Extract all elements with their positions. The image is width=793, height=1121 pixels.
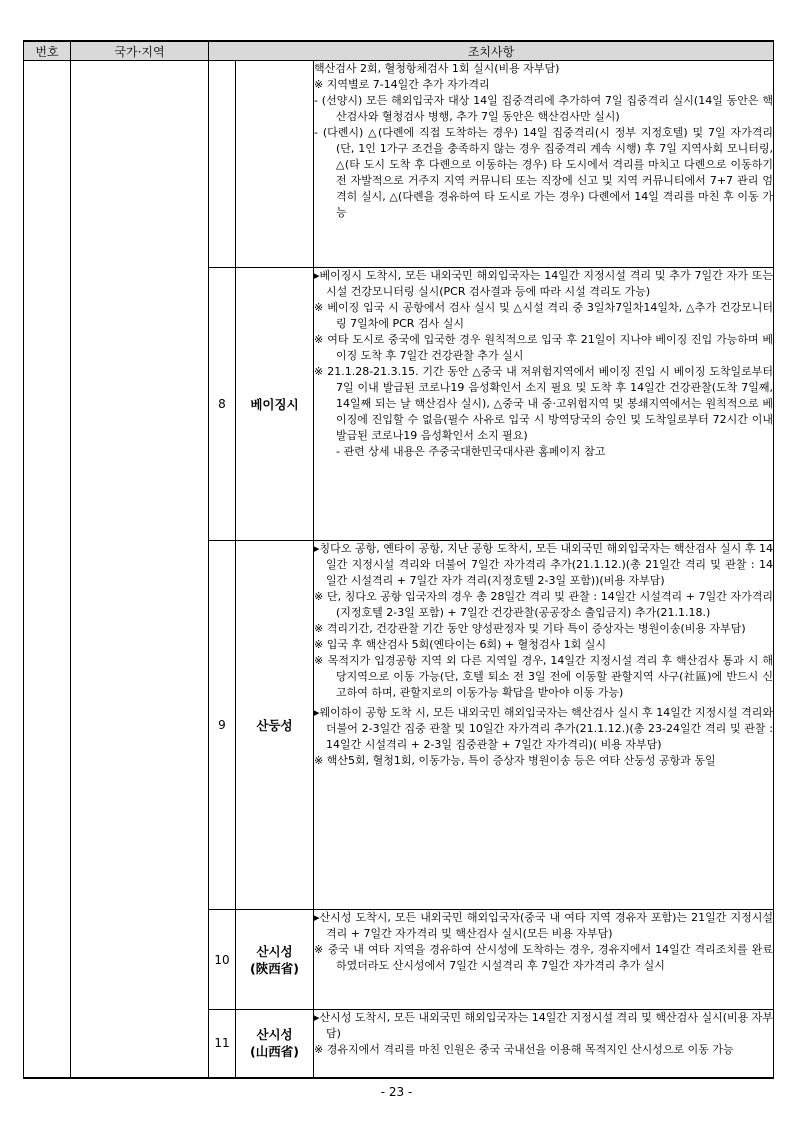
content-line: - (선양시) 모든 해외입국자 대상 14일 집중격리에 추가하여 7일 집중격리 실시(14일 동안은 핵산검사와 혈청검사 병행, 추가 7일 동안은 핵산검사만 실시) [314, 94, 773, 123]
row-region: 산둥성 [236, 541, 314, 910]
content-line: ※ 21.1.28-21.3.15. 기간 동안 △중국 내 저위험지역에서 베이징 진입 시 베이징 도착일로부터 7일 이내 발급된 코로나19 음성확인서 소지 필요 및 도착 후 14일간 건강관찰(도착 7일째, 14일째 되는 날 핵산검사 실시), △중국 내 중·고위험지역 및 봉쇄지역에서는 원칙적으로 베이징에 진입할 수 없음(필수 사유로 입국 시 방역당국의 승인 및 도착일로부터 72시간 이내 발급된 코로나19 음성확인서 소지 필요) [314, 365, 773, 442]
content-line: ※ 경유지에서 격리를 마친 인원은 중국 국내선을 이용해 목적지인 산시성으로 이동 가능 [314, 1043, 734, 1056]
content-line: 핵산검사 2회, 혈청항체검사 1회 실시(비용 자부담) [314, 62, 560, 75]
content-line: ▸산시성 도착시, 모든 내외국민 해외입국자는 14일간 지정시설 격리 및 핵산검사 실시(비용 자부담) [314, 1011, 773, 1040]
table-header-row [24, 41, 774, 61]
page-number: - 23 - [380, 1085, 413, 1099]
row-content [314, 541, 774, 910]
content-line: ※ 목적지가 입경공항 지역 외 다른 지역일 경우, 14일간 지정시설 격리 후 핵산검사 통과 시 해당지역으로 이동 가능(단, 호텔 퇴소 전 3일 전에 이동할 관할지역 사구(社區)에 반드시 신고하여 하며, 관할지로의 이동가능 확답을 받아야 이동 가능) [314, 654, 773, 699]
content-line: ※ 핵산5회, 혈청1회, 이동가능, 특이 증상자 병원이송 등은 여타 산둥성 공항과 동일 [314, 754, 716, 767]
region-subname: (山西省) [250, 1044, 299, 1060]
content-line: ※ 여타 도시로 중국에 입국한 경우 원칙적으로 입국 후 21일이 지나야 베이징 진입 가능하며 베이징 도착 후 7일간 건강관찰 추가 실시 [314, 333, 773, 362]
row-num: 8 [209, 268, 236, 541]
content-line: ※ 격리기간, 건강관찰 기간 동안 양성판정자 및 기타 특이 증상자는 병원이송(비용 자부담) [314, 622, 746, 635]
row-content [314, 61, 774, 268]
row-region: 베이징시 [236, 268, 314, 541]
row-content [314, 1010, 774, 1078]
row-content [314, 268, 774, 541]
outer-country-cell [71, 61, 209, 1078]
content-line: ▸웨이하이 공항 도착 시, 모든 내외국민 해외입국자는 핵산검사 실시 후 14일간 지정시설 격리와 더불어 2-3일간 집중 관찰 및 10일간 자가격리 추가(21.1.12.)(총 23-24일간 격리 및 관찰 : 14일간 시설격리 + 2-3일 집중관찰 + 7일간 자가격리)( 비용 자부담) [314, 706, 773, 751]
row-region [236, 1010, 314, 1078]
row-num: 11 [209, 1010, 236, 1078]
content-line: ※ 단, 칭다오 공항 입국자의 경우 총 28일간 격리 및 관찰 : 14일간 시설격리 + 7일간 자가격리(지정호텔 2-3일 포함) + 7일간 건강관찰(공공장소 출입금지) 추가(21.1.18.) [314, 590, 773, 619]
content-line: ※ 베이징 입국 시 공항에서 검사 실시 및 △시설 격리 중 3일차7일차14일차, △추가 건강모니터링 7일차에 PCR 검사 실시 [314, 301, 773, 330]
region-subname: (陝西省) [250, 960, 299, 976]
row-num: 10 [209, 910, 236, 1010]
row-num [209, 61, 236, 268]
content-line: ※ 중국 내 여타 지역을 경유하여 산시성에 도착하는 경우, 경유지에서 14일간 격리조치를 완료하였더라도 산시성에서 7일간 시설격리 후 7일간 자가격리 추가 실시 [314, 943, 773, 972]
table-row [24, 61, 774, 268]
row-content [314, 910, 774, 1010]
row-num: 9 [209, 541, 236, 910]
header-no: 번호 [24, 41, 71, 61]
region-name: 산시성 [256, 1027, 293, 1043]
content-line: - 관련 상세 내용은 주중국대한민국대사관 홈페이지 참고 [336, 445, 606, 458]
region-name: 산시성 [256, 943, 293, 959]
row-region [236, 61, 314, 268]
measures-table [23, 40, 774, 1079]
content-line: ▸베이징시 도착시, 모든 내외국민 해외입국자는 14일간 지정시설 격리 및 추가 7일간 자가 또는 시설 건강모니터링 실시(PCR 검사결과 등에 따라 시설 격리도 가능) [314, 269, 773, 298]
content-line: ※ 입국 후 핵산검사 5회(옌타이는 6회) + 혈청검사 1회 실시 [314, 638, 606, 651]
header-country: 국가·지역 [71, 41, 209, 61]
content-line: ▸칭다오 공항, 옌타이 공항, 지난 공항 도착시, 모든 내외국민 해외입국자는 핵산검사 실시 후 14일간 지정시설 격리와 더불어 7일간 자가격리 추가(21.1.12.)(총 21일간 격리 및 관찰 : 14일간 시설격리 + 7일간 자가 격리(지정호텔 2-3일 포함))(비용 자부담) [314, 542, 773, 587]
outer-no-cell [24, 61, 71, 1078]
content-line: - (다롄시) △(다롄에 직접 도착하는 경우) 14일 집중격리(시 정부 지정호텔) 및 7일 자가격리(단, 1인 1가구 조건을 충족하지 않는 경우 집중격리 계속 시행) 후 7일 지역사회 모니터링, △(타 도시 도착 후 다롄으로 이동하는 경우) 타 도시에서 격리를 마치고 다롄으로 이동하기 전 자발적으로 거주지 지역 커뮤니티 또는 직장에 신고 및 지역 커뮤니티에서 7+7 관리 엄격히 실시, △(다롄을 경유하여 타 도시로 가는 경우) 다롄에서 14일 격리를 마친 후 이동 가능 [314, 126, 773, 219]
header-measures: 조치사항 [209, 41, 774, 61]
content-line: ※ 지역별로 7-14일간 추가 자가격리 [314, 78, 490, 91]
content-line: ▸산시성 도착시, 모든 내외국민 해외입국자(중국 내 여타 지역 경유자 포함)는 21일간 지정시설 격리 + 7일간 자가격리 및 핵산검사 실시(모든 비용 자부담) [314, 911, 773, 940]
row-region [236, 910, 314, 1010]
